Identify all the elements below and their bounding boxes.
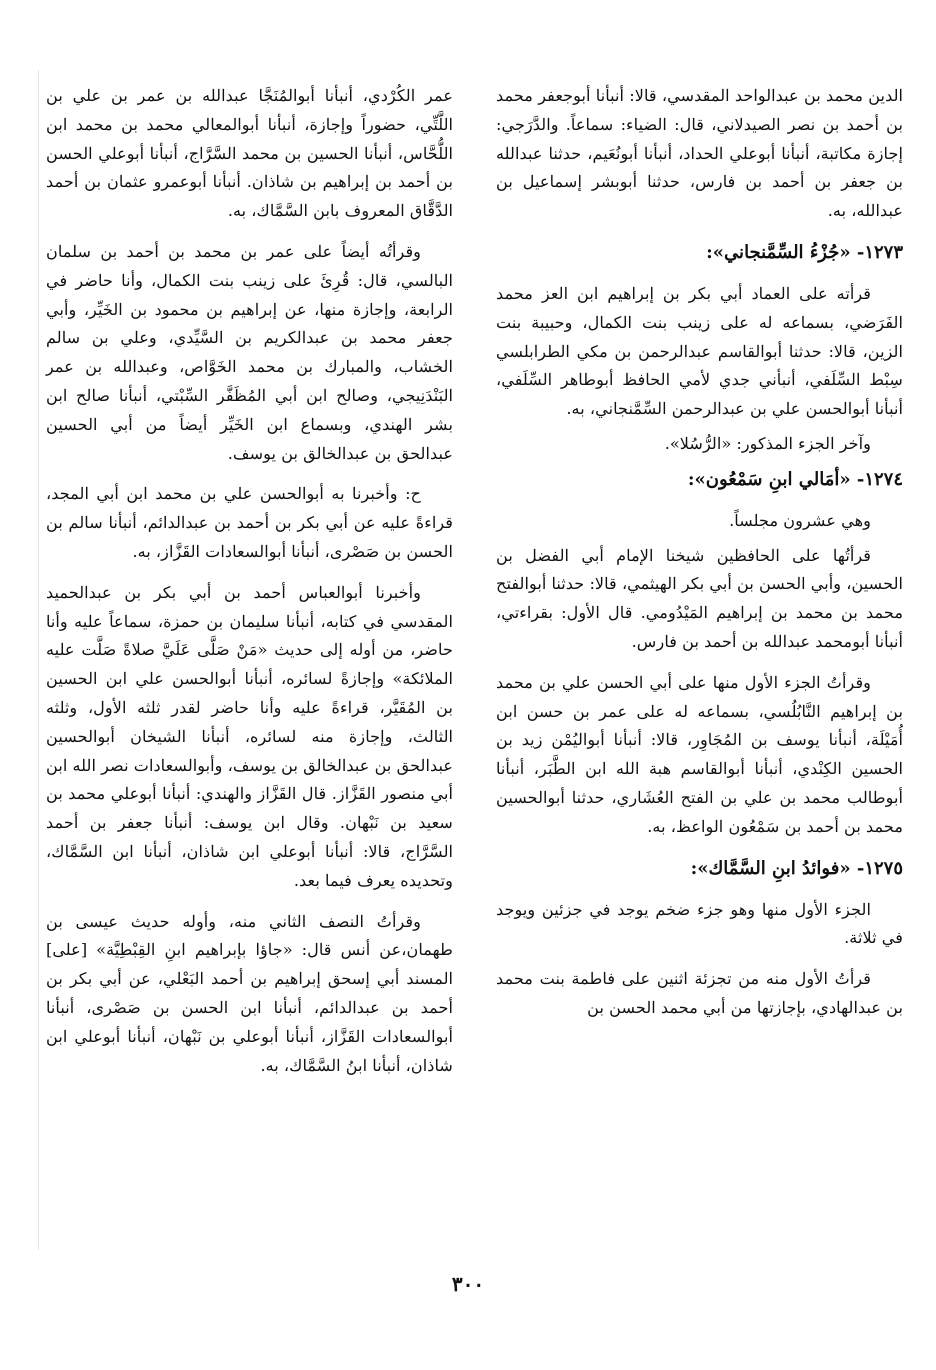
left-column bbox=[46, 82, 453, 1092]
left-paragraph-4: وقرأتُ النصف الثاني منه، وأوله حديث عيسى بن طهمان،عن أنس قال: «جاؤا بإبراهيم ابنِ القِبْطِيَّة» [على] المسند أبي إسحق إبراهيم بن أحمد البَعْلي، عن أبي بكر بن أحمد بن عبدالدائم، أنبأنا ابن الحسن بن صَصْرى، أنبأنا أبوالسعادات القَزَّاز، أنبأنا أبوعلي بن نَبْهان، أنبأنا أبوعلي ابن شاذان، أنبأنا ابنُ السَّمَّاك، به. bbox=[46, 911, 453, 1075]
entry-heading-1274: ١٢٧٤- «أمَالي ابنِ سَمْعُون»: bbox=[687, 468, 903, 490]
entry-1273-ending: وآخر الجزء المذكور: «الرُّسُلا». bbox=[664, 433, 871, 453]
scan-edge-line bbox=[38, 70, 39, 1250]
entry-1273-text: قرأته على العماد أبي بكر بن إبراهيم ابن العز محمد الفَرَضي، بسماعه له على زينب بنت الكمال، وحبيبة بنت الزين، قالا: حدثنا أبوالقاسم عبدالرحمن بن مكي الطرابلسي سِبْط السِّلَفي، أنبأني جدي لأمي الحافظ أبوطاهر السِّلَفي، أنبأنا أبوالحسن علي بن عبدالرحمن السِّمَّنجاني، به. bbox=[496, 283, 903, 419]
continuation-paragraph: الدين محمد بن عبدالواحد المقدسي، قالا: أنبأنا أبوجعفر محمد بن أحمد بن نصر الصيدلاني، قال: الضياء: سماعاً. والدَّرَجي: إجازة مكاتبة، أنبأنا أبوعلي الحداد، أنبأنا أبونُعَيم، حدثنا عبدالله بن جعفر بن أحمد بن فارس، حدثنا أبوبشر إسماعيل بن عبدالله، به. bbox=[496, 86, 903, 221]
entry-1274-text-2: وقرأتُ الجزء الأول منها على أبي الحسن علي بن محمد بن إبراهيم النَّابُلُسي، بسماعه له على عمر بن حسن ابن أُمَيْلَة، أنبأنا يوسف بن المُجَاوِر، قالا: أنبأنا أبواليُمْن زيد بن الحسين الكِنْدي، أنبأنا أبوالقاسم هبة الله ابن الطَّبَر، أنبأنا أبوطالب محمد بن علي بن الفتح العُشَاري، حدثنا أبوالحسين محمد بن أحمد بن سَمْعُون الواعظ، به. bbox=[496, 672, 903, 836]
entry-1274-note: وهي عشرون مجلساً. bbox=[729, 510, 871, 530]
page-number: ٣٠٠ bbox=[451, 1272, 485, 1296]
left-paragraph-1: وقرأتُه أيضاً على عمر بن محمد بن أحمد بن سلمان البالسي، قال: قُرِئَ على زينب بنت الكمال، وأنا حاضر في الرابعة، وإجازة منها، عن إبراهيم بن محمود بن الخَيِّر، وأبي جعفر محمد بن عبدالكريم بن السَّيِّدي، وعلي بن سالم الخشاب، والمبارك بن محمد الخَوَّاص، وعبدالله بن عمر البَنْدَنِيجي، وصالح ابن أبي المُظَفَّر السِّبْتي، أنبأنا صالح ابن بشر الهندي، وبسماع ابن الخَيِّر أيضاً من أبي الحسين عبدالحق بن عبدالخالق بن يوسف. bbox=[46, 241, 453, 463]
entry-heading-1273: ١٢٧٣- «جُزْءُ السِّمَّنجاني»: bbox=[706, 241, 903, 263]
entry-1275-text: قرأتُ الأول منه من تجزئة اثنين على فاطمة بنت محمد بن عبدالهادي، بإجازتها من أبي محمد الحسن بن bbox=[496, 969, 903, 1017]
continuation-paragraph-left: عمر الكُرْدي، أنبأنا أبوالمُنَجَّا عبدالله بن عمر بن علي بن اللَّتِّي، حضوراً وإجازة، أنبأنا أبوالمعالي محمد بن محمد ابن اللُّحَّاس، أنبأنا الحسين بن محمد السَّرَّاج، أنبأنا أبوعلي الحسن بن أحمد بن إبراهيم بن شاذان. أنبأنا أبوعمرو عثمان بن أحمد الدَّقَّاق المعروف بابن السَّمَّاك، به. bbox=[46, 86, 453, 221]
entry-heading-1275: ١٢٧٥- «فوائدُ ابنِ السَّمَّاك»: bbox=[690, 857, 903, 879]
right-column bbox=[496, 82, 903, 1035]
entry-1274-text: قرأتُها على الحافظين شيخنا الإمام أبي الفضل بن الحسين، وأبي الحسن بن أبي بكر الهيثمي، قالا: حدثنا أبوالفتح محمد بن محمد بن إبراهيم المَيْدُومي. قال الأول: بقراءتي، أنبأنا أبومحمد عبدالله بن أحمد بن فارس. bbox=[496, 545, 903, 651]
entry-1275-note: الجزء الأول منها وهو جزء ضخم يوجد في جزئين ويوجد في ثلاثة. bbox=[496, 899, 903, 948]
left-paragraph-3: وأخبرنا أبوالعباس أحمد بن أبي بكر بن عبدالحميد المقدسي في كتابه، أنبأنا سليمان بن حمزة، سماعاً عليه وأنا حاضر، من أوله إلى حديث «مَنْ صَلَّى عَلَيَّ صلاةً صَلَّت عليه الملائكة» وإجازةً لسائره، أنبأنا أبوالحسن علي ابن الحسين بن المُقَيَّر، قراءةً عليه وأنا حاضر لقدر ثلثه الأول، وثلثه الثالث، وإجازة منه لسائره، أنبأنا الشيخان أبوالحسين عبدالحق بن عبدالخالق بن يوسف، وأبوالسعادات نصر الله ابن أبي منصور القَزَّاز. قال القَزَّاز والهندي: أنبأنا أبوعلي محمد بن سعيد بن نَبْهان. وقال ابن يوسف: أنبأنا جعفر بن أحمد السَّرَّاج، قالا: أنبأنا أبوعلي ابن شاذان، أنبأنا ابن السَّمَّاك، وتحديده يعرف فيما بعد. bbox=[46, 582, 453, 890]
left-paragraph-2: ح: وأخبرنا به أبوالحسن علي بن محمد ابن أبي المجد، قراءةً عليه عن أبي بكر بن أحمد بن عبدالدائم، أنبأنا سالم بن الحسن بن صَصْرى، أنبأنا أبوالسعادات القَزَّاز، به. bbox=[46, 484, 453, 561]
